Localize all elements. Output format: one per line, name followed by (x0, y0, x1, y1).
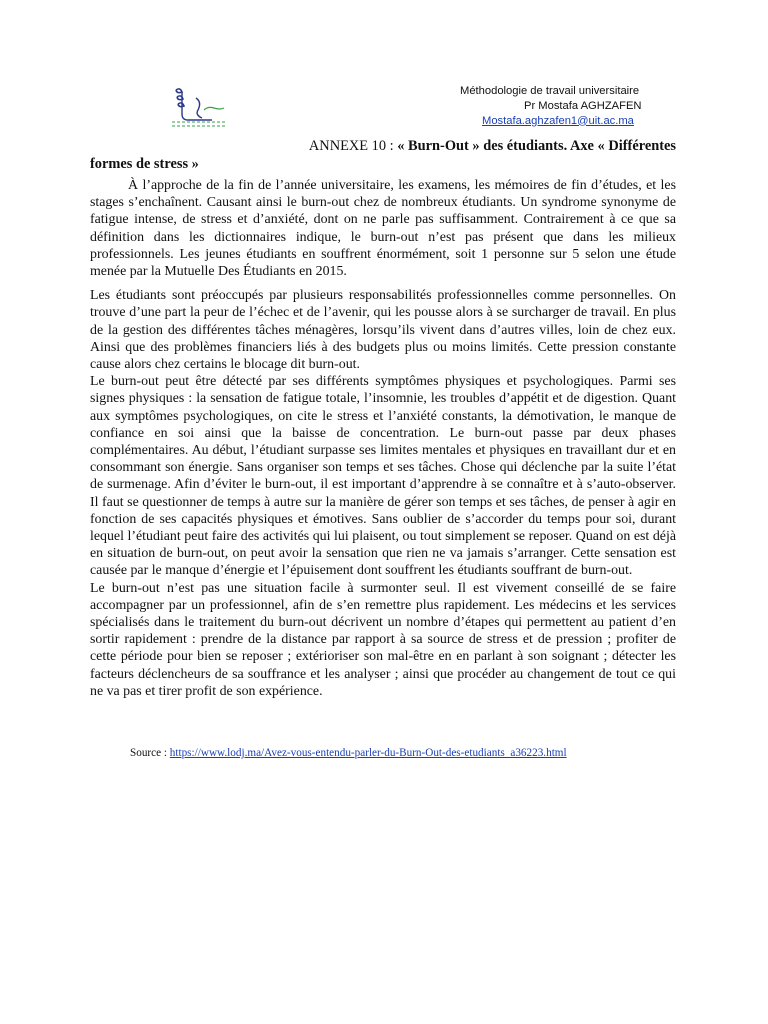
paragraph-treatment: Le burn-out n’est pas une situation facile à surmonter seul. Il est vivement conseillé de se faire accompagner par un professionnel, afin de s’en remettre plus rapidement. Les médecins et les services spécialisés dans le traitement du burn-out décrivent un nombre d’étapes qui permettent au patient d’en sortir rapidement : prendre de la distance par rapport à sa source de stress et de pression ; profiter de cette période pour bien se reposer ; extérioriser son mal-être en en parlant à son soignant ; détecter les facteurs déclencheurs de sa souffrance et les analyser ; ainsi que procéder au changement de tout ce qui ne va pas et tirer profit de son expérience. (90, 580, 676, 699)
source-label: Source : (130, 747, 170, 759)
university-logo (168, 84, 230, 134)
article-body (90, 177, 676, 700)
professor-name: Pr Mostafa AGHZAFEN (524, 99, 642, 112)
paragraph-responsibilities: Les étudiants sont préoccupés par plusieurs responsabilités professionnelles comme personnelles. On trouve d’une part la peur de l’échec et de l’avenir, qui les pousse alors à se surcharger de travail. En plus de la gestion des différentes tâches ménagères, lorsqu’ils vivent dans d’autres villes, loin de chez eux. Ainsi que des problèmes financiers liés à des budgets plus ou moins limités. Cette pression constante cause alors chez certains le blocage dit burn-out. (90, 288, 676, 373)
course-header (420, 84, 668, 128)
ibn-tofail-logo-icon (168, 84, 230, 134)
course-title: Méthodologie de travail universitaire (460, 85, 640, 97)
professor-email-link[interactable]: Mostafa.aghzafen1@uit.ac.ma (482, 114, 634, 127)
source-link[interactable]: https://www.lodj.ma/Avez-vous-entendu-parler-du-Burn-Out-des-etudiants_a36223.html (169, 747, 567, 759)
annex-title-line2: formes de stress » (90, 156, 199, 172)
paragraph-symptoms: Le burn-out peut être détecté par ses différents symptômes physiques et psychologiques. Parmi ses signes physiques : la sensation de fatigue totale, l’insomnie, les troubles d’appétit et de digestion. Quant aux symptômes psychologiques, on cite le stress et l’anxiété constants, la démotivation, le manque de confiance en soi ainsi que la baisse de concentration. Le burn-out passe par deux phases complémentaires. Au début, l’étudiant surpasse ses limites mentales et physiques en travaillant dur et en consommant son énergie. Sans organiser son temps et ses tâches. Chose qui déclenche par la suite l’état de surmenage. Afin d’éviter le burn-out, il est important d’apprendre à se connaître et à s’auto-observer. Il faut se questionner de temps à autre sur la manière de gérer son temps et ses tâches, de penser à agir en fonction de ses capacités physiques et émotives. Sans oublier de s’accorder du temps pour soi, durant lequel l’étudiant peut faire des activités qui lui plaisent, ou tout simplement se reposer. Quand on est déjà en situation de burn-out, on peut avoir la sensation que rien ne va jamais s’arranger. Cette sensation est causée par le manque d’énergie et l’épuisement dont souffrent les étudiants souffrant de burn-out. (90, 374, 676, 579)
annex-title (90, 137, 676, 173)
paragraph-intro: À l’approche de la fin de l’année universitaire, les examens, les mémoires de fin d’études, et les stages s’enchaînent. Causant ainsi le burn-out chez de nombreux étudiants. Un syndrome synonyme de fatigue intense, de stress et d’anxiété, dont on ne parle pas suffisamment. Contrairement à ce que sa définition dans les dictionnaires indique, le burn-out n’est pas présent que dans les milieux professionnels. Les jeunes étudiants en souffrent énormément, soit 1 personne sur 5 selon une étude menée par la Mutuelle Des Étudiants en 2015. (90, 178, 676, 280)
annex-label: ANNEXE 10 : (308, 138, 398, 154)
annex-title-line1: « Burn-Out » des étudiants. Axe « Différentes (397, 138, 676, 154)
source-citation (130, 746, 690, 760)
